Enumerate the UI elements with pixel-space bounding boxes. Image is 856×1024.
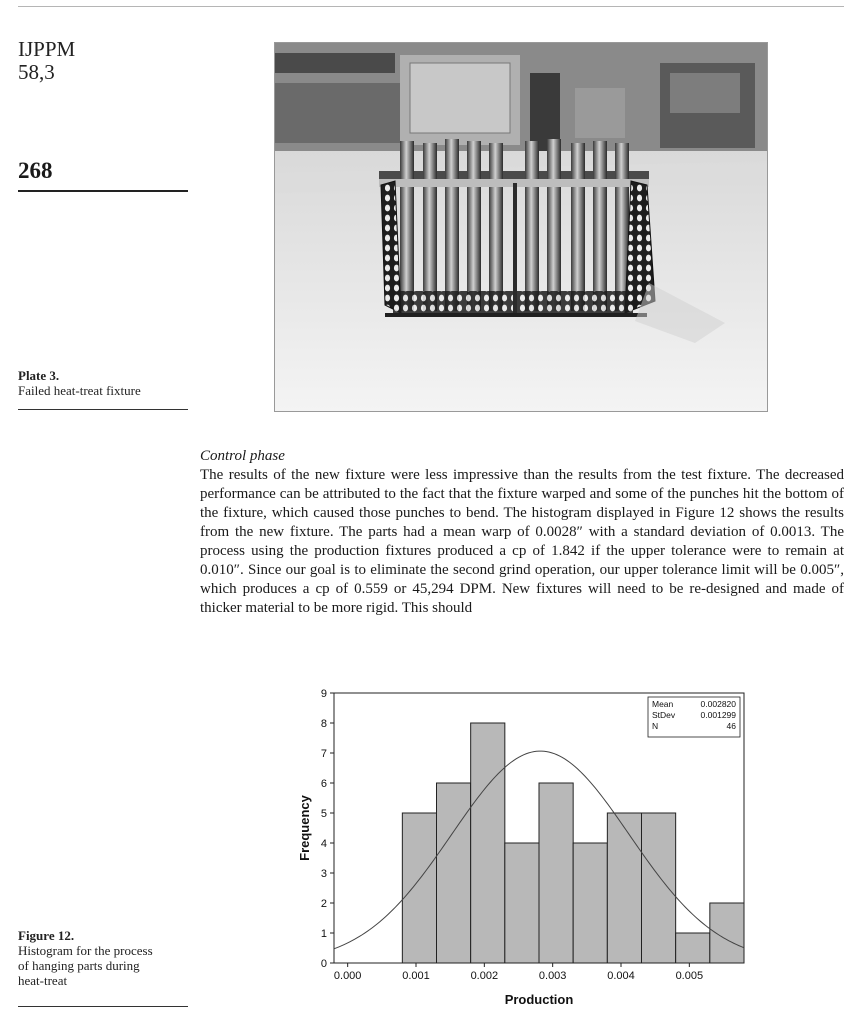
body-text xyxy=(200,466,844,618)
y-tick-label: 1 xyxy=(320,928,327,940)
y-tick-label: 5 xyxy=(320,808,327,820)
figure-caption xyxy=(18,928,153,988)
plate-label: Plate 3. xyxy=(18,368,60,383)
legend-mean-label: Mean xyxy=(652,699,674,709)
figure-caption-line: heat-treat xyxy=(18,973,68,988)
legend-mean-value: 0.002820 xyxy=(700,699,736,709)
histogram-bar xyxy=(573,843,607,963)
histogram-bar xyxy=(505,843,539,963)
figure-label: Figure 12. xyxy=(18,928,75,943)
x-axis xyxy=(334,963,703,982)
plate-caption-rule xyxy=(18,409,188,410)
body-paragraph: The results of the new fixture were less impressive than the results from the test fixture. The decreased performance can be attributed to the fact that the fixture warped and some of the punches hit the bottom of the fixture, which caused those punches to bend. The histogram displayed in Figure 12 shows the results from the new fixture. The parts had a mean warp of 0.0028″ with a standard deviation of 0.0013. The process using the production fixtures produced a cp of 1.842 if the upper tolerance were to remain at 0.010″. Since our goal is to eliminate the second grind operation, our upper tolerance limit will be 0.005″, which produces a cp of 0.559 or 45,294 DPM. New fixtures will need to be re-designed and made of thicker material to be more rigid. This should xyxy=(200,467,844,616)
page-number: 268 xyxy=(18,158,53,183)
legend-stdev-label: StDev xyxy=(652,710,676,720)
figure-caption-line: of hanging parts during xyxy=(18,958,140,973)
y-tick-label: 2 xyxy=(320,898,327,910)
y-tick-label: 7 xyxy=(320,748,327,760)
journal-volume: 58,3 xyxy=(18,60,55,84)
x-tick-label: 0.001 xyxy=(402,970,430,982)
x-tick-label: 0.005 xyxy=(675,970,704,982)
histogram-bar xyxy=(402,813,436,963)
section-title: Control phase xyxy=(200,448,285,464)
heat-treat-fixture-photo xyxy=(275,43,768,412)
stats-legend xyxy=(648,697,740,737)
x-tick-label: 0.004 xyxy=(607,970,635,982)
histogram-bar xyxy=(539,783,573,963)
y-tick-label: 4 xyxy=(320,838,327,850)
x-tick-label: 0.003 xyxy=(538,970,567,982)
y-tick-label: 6 xyxy=(320,778,327,790)
journal-header xyxy=(18,38,75,84)
y-tick-label: 8 xyxy=(320,718,327,730)
x-axis-label: Production xyxy=(504,992,574,1007)
histogram-bar xyxy=(642,813,676,963)
y-axis xyxy=(321,688,334,970)
top-rule xyxy=(18,6,844,7)
y-tick-label: 3 xyxy=(320,868,327,880)
journal-name: IJPPM xyxy=(18,37,76,61)
histogram-bar xyxy=(437,783,471,963)
y-tick-label: 9 xyxy=(320,688,327,700)
page-number-rule xyxy=(18,190,188,192)
plate-caption-text: Failed heat-treat fixture xyxy=(18,383,141,398)
plate-caption xyxy=(18,368,141,398)
legend-n-value: 46 xyxy=(726,721,736,731)
figure-caption-rule xyxy=(18,1006,188,1007)
y-tick-label: 0 xyxy=(320,958,327,970)
histogram-bar xyxy=(607,813,641,963)
plate-photo xyxy=(274,42,768,412)
legend-stdev-value: 0.001299 xyxy=(700,710,736,720)
legend-n-label: N xyxy=(652,721,659,731)
figure-caption-line: Histogram for the process xyxy=(18,943,153,958)
x-tick-label: 0.000 xyxy=(333,970,362,982)
histogram-bar xyxy=(471,723,505,963)
histogram-bar xyxy=(676,933,710,963)
y-axis-label: Frequency xyxy=(297,795,312,861)
histogram-chart xyxy=(288,684,756,1014)
histogram-bar xyxy=(710,903,744,963)
x-tick-label: 0.002 xyxy=(470,970,499,982)
